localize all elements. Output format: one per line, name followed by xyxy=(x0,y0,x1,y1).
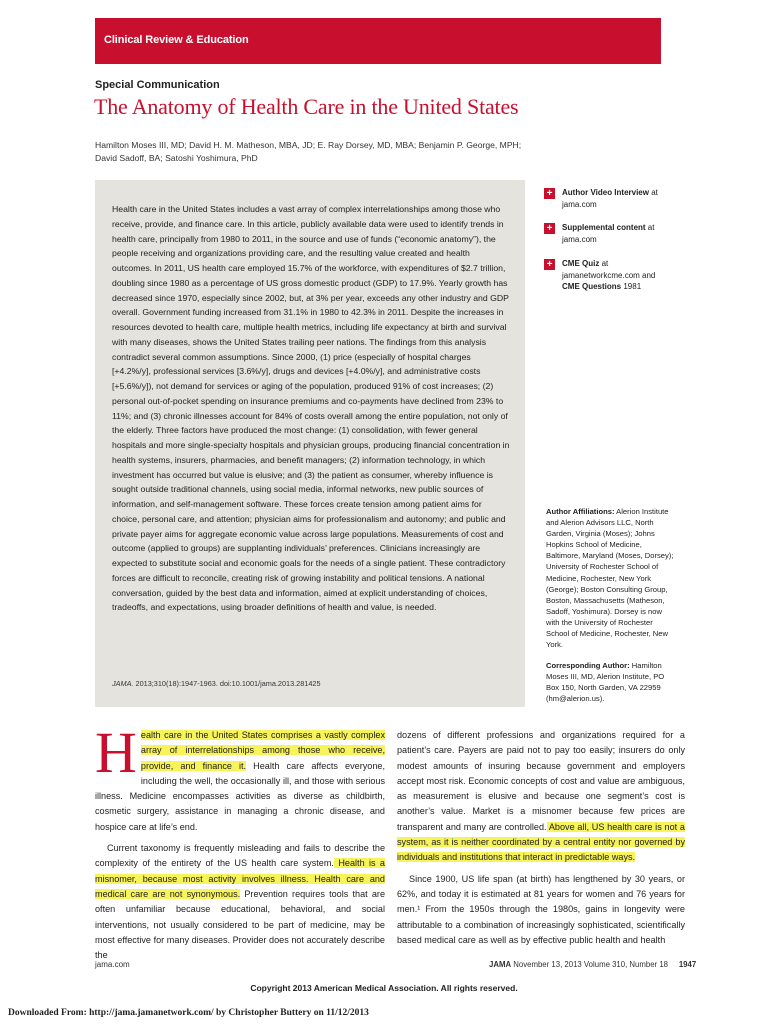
body-column-left xyxy=(95,720,385,963)
article-title: The Anatomy of Health Care in the United States xyxy=(94,94,519,119)
correspondence-label: Corresponding Author: xyxy=(546,661,630,670)
author-list: Hamilton Moses III, MD; David H. M. Matheson, MBA, JD; E. Ray Dorsey, MD, MBA; Benjamin P. George, MPH; David Sadoff, BA; Satoshi Yoshimura, PhD xyxy=(95,140,522,163)
highlighted-text: ealth care in the United States comprises a vastly complex array of interrelationships among those who receive, provide, and finance it. xyxy=(140,730,385,771)
affiliations-label: Author Affiliations: xyxy=(546,507,615,516)
body-text: Since 1900, US life span (at birth) has lengthened by 30 years, or 62%, and today it is estimated at 81 years for women and 76 years for men.¹ From the 1950s through the 1980s, gains in longevity were attributable to a combination of increasingly sophisticated, scientifically based medical care as well as by effective public health and health xyxy=(397,873,685,945)
citation xyxy=(112,679,321,688)
body-text: Health care affects everyone, including the well, the occasionally ill, and those with serious illness. Medicine encompasses activities as diverse as childbirth, cosmetic surgery, assistance in managing a chronic disease, and hospice care at life’s end. xyxy=(95,760,385,832)
citation-details: 2013;310(18):1947-1963. doi:10.1001/jama.2013.281425 xyxy=(133,679,321,688)
link-label: CME Quiz xyxy=(562,259,600,268)
body-paragraph xyxy=(397,872,685,948)
highlighted-text: Health is a misnomer, because most activity involves illness. Health care and medical care are not synonymous. xyxy=(95,858,385,899)
section-label: Clinical Review & Education xyxy=(104,34,249,46)
link-label: Author Video Interview xyxy=(562,188,649,197)
footer-issue: November 13, 2013 Volume 310, Number 18 xyxy=(511,960,668,969)
body-paragraph xyxy=(95,720,385,835)
author-affiliations xyxy=(546,506,676,650)
body-text: Current taxonomy is frequently misleading and fails to describe the complexity of the entirety of the US health care system. xyxy=(95,843,385,869)
plus-icon: + xyxy=(544,259,555,270)
body-text: dozens of different professions and organizations required for a patient’s care. Payers are paid not to pay too easily; insurers do only modest amounts of insuring because government and employers accept most risk. Economic concepts of cost and value are ambiguous, as measurement is elusive and because one segment’s cost is another’s value. Market is a misnomer because few prices are transparent and many are controlled. xyxy=(397,730,685,832)
article-type: Special Communication xyxy=(95,79,220,91)
link-label: Supplemental content xyxy=(562,223,646,232)
plus-icon: + xyxy=(544,188,555,199)
footer-issue-info xyxy=(489,960,696,969)
affiliations-text: Alerion Institute and Alerion Advisors LLC, North Garden, Virginia (Moses); Johns Hopkins School of Medicine, Baltimore, Maryland (Moses, Dorsey); University of Rochester School of Medicine, Rochester, New York (George); Boston Consulting Group, Boston, Massachusetts (Matheson, Sadoff, Yoshimura). Dorsey is now with the University of Rochester School of Medicine, Rochester, New York. xyxy=(546,507,674,650)
link-rest: at jamanetworkcme.com and xyxy=(562,259,656,280)
link-rest: at jama.com xyxy=(562,188,658,209)
author-video-link[interactable] xyxy=(544,187,674,210)
corresponding-author xyxy=(546,660,676,704)
section-banner xyxy=(95,18,661,64)
citation-journal: JAMA. xyxy=(112,679,134,688)
page-number: 1947 xyxy=(678,960,697,969)
body-paragraph xyxy=(95,841,385,963)
supplemental-content-link[interactable] xyxy=(544,222,674,245)
cme-questions-label: CME Questions xyxy=(562,282,622,291)
body-paragraph xyxy=(397,728,685,866)
abstract-text: Health care in the United States includes a vast array of complex interrelationships among those who receive, provide, and finance care. In this article, publicly available data were used to identify trends in health care, principally from 1980 to 2011, in the source and use of funds (“economic anatomy”), the people receiving and organizations providing care, and the resulting value created and health outcomes. In 2011, US health care employed 15.7% of the workforce, with expenditures of $2.7 trillion, doubling since 1980 as a percentage of US gross domestic product (GDP) to 17.9%. Yearly growth has decreased since 1970, especially since 2002, but, at 3% per year, exceeds any other industry and GDP overall. Government funding increased from 31.1% in 1980 to 42.3% in 2011. Despite the increases in resources devoted to health care, multiple health metrics, including life expectancy at birth and survival with many diseases, shows the United States trailing peer nations. The findings from this analysis contradict several common assumptions. Since 2000, (1) price (especially of hospital charges [+4.2%/y], professional services [3.6%/y], drugs and devices [+4.0%/y], and administrative costs [+5.6%/y]), not demand for services or aging of the population, produced 91% of cost increases; (2) personal out-of-pocket spending on insurance premiums and co-payments have declined from 23% to 11%; and (3) chronic illnesses account for 84% of costs overall among the entire population, not only of the elderly. Three factors have produced the most change: (1) consolidation, with fewer general hospitals and more single-specialty hospitals and physician groups, producing financial concentration in health systems, insurers, pharmacies, and benefit managers; (2) information technology, in which investment has occurred but value is elusive; and (3) the patient as consumer, whereby influence is sought outside traditional channels, using social media, informal networks, new public sources of information, and self-management software. These forces create tension among patient aims for choice, personal care, and attention; physician aims for professionalism and autonomy; and public and private payer aims for aggregate economic value across large populations. Measurements of cost and outcome (applied to groups) are supplanting individuals’ preferences. Clinicians increasingly are expected to substitute social and economic goals for the needs of a single patient. These contradictory forces are difficult to reconcile, creating risk of growing instability and political tensions. A national conversation, guided by the best data and information, aimed at explicit understanding of choices, tradeoffs, and expectations, using broader definitions of health and value, is needed. xyxy=(112,204,510,613)
copyright-notice: Copyright 2013 American Medical Association. All rights reserved. xyxy=(250,983,518,993)
highlighted-text: Above all, US health care is not a system, as it is neither coordinated by a central entity nor governed by individuals and institutions that interact in predictable ways. xyxy=(397,821,685,863)
body-column-right xyxy=(397,728,685,948)
plus-icon: + xyxy=(544,223,555,234)
cme-questions-page: 1981 xyxy=(621,282,642,291)
abstract-box xyxy=(95,180,525,707)
footer-journal: JAMA xyxy=(489,960,512,969)
cme-quiz-link[interactable] xyxy=(544,258,674,293)
body-text: Prevention requires tools that are often unfamiliar because educational, behavioral, and social interventions, not usually considered to be part of medicine, may be most effective for many diseases. Provider does not accurately describe the xyxy=(95,888,385,961)
drop-cap: H xyxy=(95,720,137,785)
link-rest: at jama.com xyxy=(562,223,655,244)
footer-site-link[interactable]: jama.com xyxy=(95,960,130,969)
download-notice: Downloaded From: http://jama.jamanetwork.com/ by Christopher Buttery on 11/12/2013 xyxy=(8,1008,369,1018)
correspondence-text: Hamilton Moses III, MD, Alerion Institute, PO Box 150, North Garden, VA 22959 (hm@alerion.us). xyxy=(546,661,665,704)
